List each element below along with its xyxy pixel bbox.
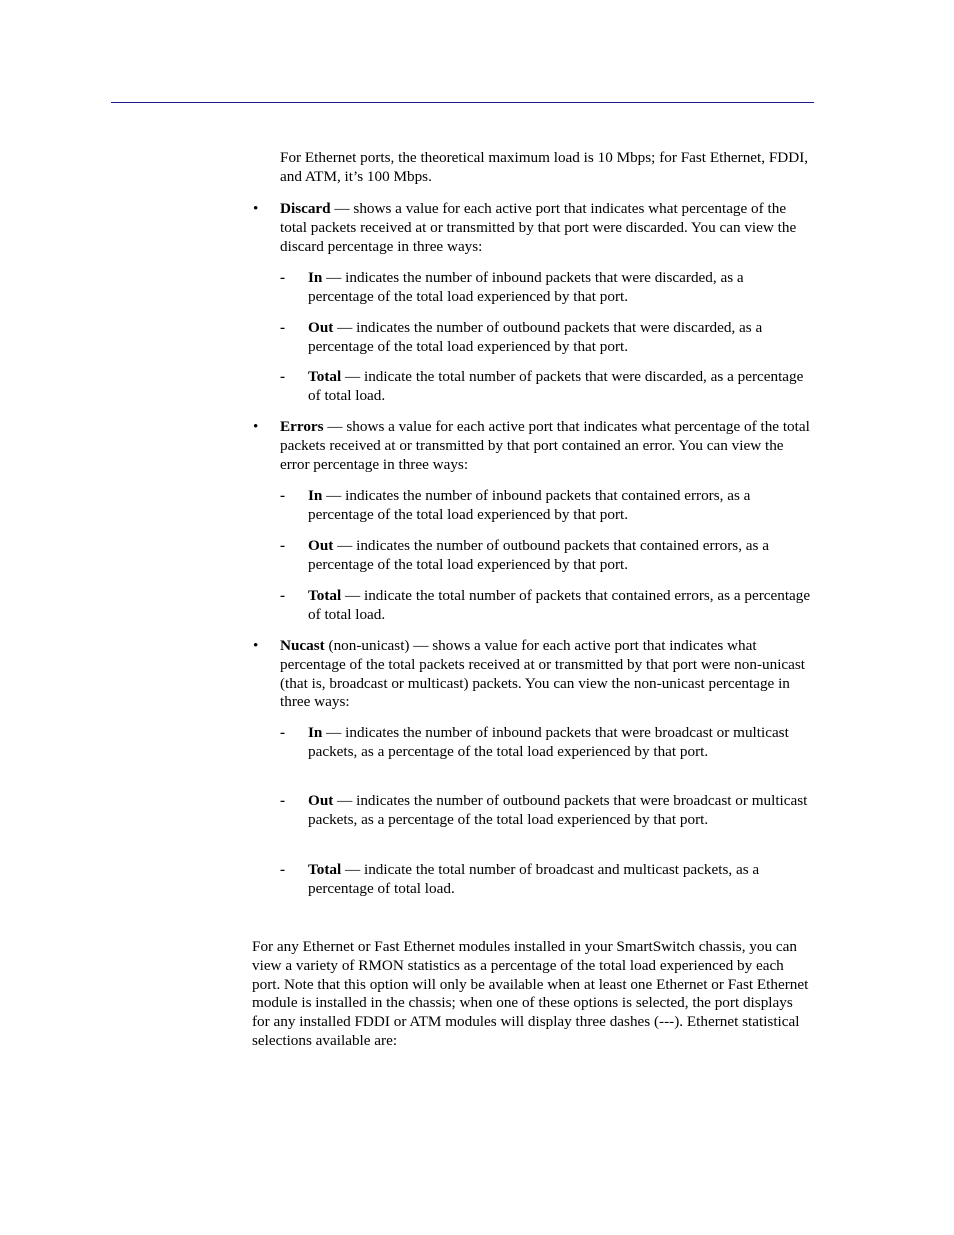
nucast-term: Nucast	[280, 637, 325, 654]
nucast-out-text: — indicates the number of outbound packets that were broadcast or multicast packets, as a percentage of the total load experienced by that port.	[308, 792, 808, 828]
nucast-total-text: — indicate the total number of broadcast and multicast packets, as a percentage of total load.	[308, 861, 760, 897]
errors-out-text: — indicates the number of outbound packets that contained errors, as a percentage of the total load experienced by that port.	[308, 537, 769, 573]
header-rule	[111, 102, 814, 103]
discard-total-term: Total	[308, 368, 342, 385]
dash-nucast-total: -	[280, 861, 286, 878]
dash-nucast-out: -	[280, 792, 286, 809]
errors-in-item	[308, 487, 813, 525]
discard-text: — shows a value for each active port that indicates what percentage of the total packets received at or transmitted by that port were discarded. You can view the discard percentage in three ways:	[280, 200, 797, 255]
dash-errors-out: -	[280, 537, 286, 554]
nucast-total-term: Total	[308, 861, 342, 878]
discard-out-term: Out	[308, 319, 334, 336]
discard-out-text: — indicates the number of outbound packets that were discarded, as a percentage of the total load experienced by that port.	[308, 319, 763, 355]
errors-total-text: — indicate the total number of packets that contained errors, as a percentage of total load.	[308, 587, 811, 623]
nucast-out-item	[308, 792, 813, 830]
intro-paragraph: For Ethernet ports, the theoretical maximum load is 10 Mbps; for Fast Ethernet, FDDI, and ATM, it’s 100 Mbps.	[280, 149, 809, 185]
dash-errors-total: -	[280, 587, 286, 604]
discard-term: Discard	[280, 200, 331, 217]
nucast-in-item	[308, 724, 813, 762]
bullet-discard: •	[253, 200, 259, 217]
nucast-out-term: Out	[308, 792, 334, 809]
nucast-total-item	[308, 861, 813, 899]
discard-in-text: — indicates the number of inbound packets that were discarded, as a percentage of the total load experienced by that port.	[308, 269, 744, 305]
dash-discard-in: -	[280, 269, 286, 286]
errors-total-item	[308, 587, 813, 625]
bullet-errors: •	[253, 418, 259, 435]
closing-paragraph: For any Ethernet or Fast Ethernet modules installed in your SmartSwitch chassis, you can view a variety of RMON statistics as a percentage of the total load experienced by each port. Note that this option will only be available when at least one Ethernet or Fast Ethernet module is installed in the chassis; when one of these options is selected, the port displays for any installed FDDI or ATM modules will display three dashes (---). Ethernet statistical selections available are:	[252, 938, 809, 1049]
nucast-in-term: In	[308, 724, 323, 741]
errors-term: Errors	[280, 418, 324, 435]
discard-paragraph	[280, 200, 813, 256]
errors-text: — shows a value for each active port that indicates what percentage of the total packets received at or transmitted by that port contained an error. You can view the error percentage in three ways:	[280, 418, 810, 473]
discard-out-item	[308, 319, 813, 357]
errors-out-item	[308, 537, 813, 575]
discard-total-item	[308, 368, 813, 406]
nucast-paragraph	[280, 637, 813, 712]
discard-in-item	[308, 269, 813, 307]
dash-errors-in: -	[280, 487, 286, 504]
nucast-in-text: — indicates the number of inbound packets that were broadcast or multicast packets, as a percentage of the total load experienced by that port.	[308, 724, 789, 760]
errors-paragraph	[280, 418, 813, 474]
errors-in-term: In	[308, 487, 323, 504]
errors-total-term: Total	[308, 587, 342, 604]
errors-in-text: — indicates the number of inbound packets that contained errors, as a percentage of the total load experienced by that port.	[308, 487, 751, 523]
errors-out-term: Out	[308, 537, 334, 554]
dash-discard-total: -	[280, 368, 286, 385]
nucast-text: (non-unicast) — shows a value for each active port that indicates what percentage of the total packets received at or transmitted by that port were non-unicast (that is, broadcast or multicast) packets. You can view the non-unicast percentage in three ways:	[280, 637, 806, 711]
bullet-nucast: •	[253, 637, 259, 654]
discard-in-term: In	[308, 269, 323, 286]
discard-total-text: — indicate the total number of packets that were discarded, as a percentage of total load.	[308, 368, 804, 404]
dash-nucast-in: -	[280, 724, 286, 741]
dash-discard-out: -	[280, 319, 286, 336]
